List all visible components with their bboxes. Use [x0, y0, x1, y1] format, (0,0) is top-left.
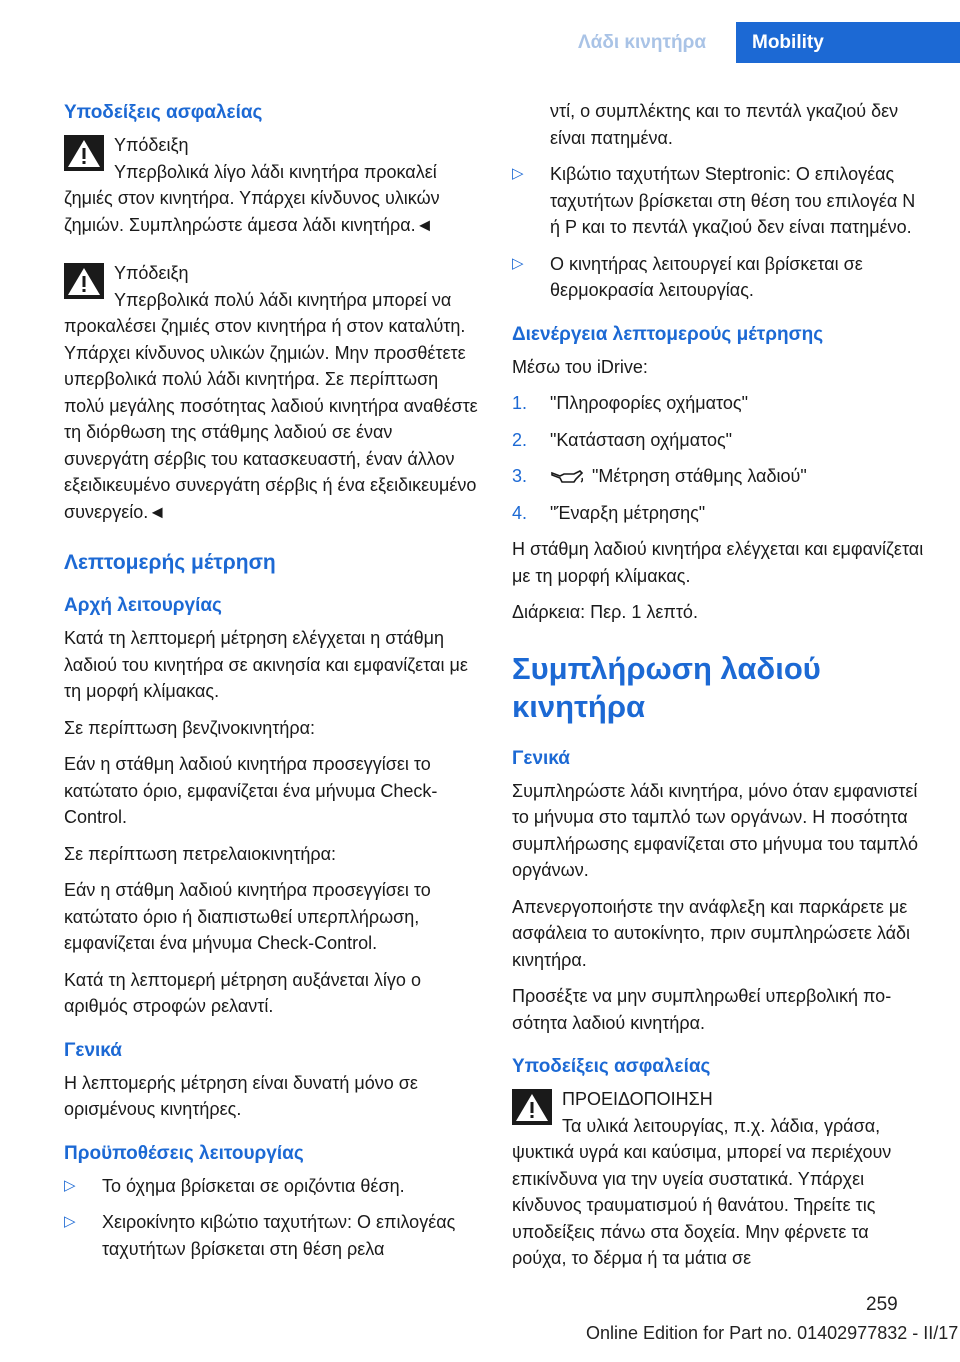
triangle-bullet-icon: ▷	[64, 1176, 76, 1194]
list-item	[512, 500, 928, 527]
warning-body-text: Τα υλικά λειτουργίας, π.χ. λάδια, γράσα, ψυκτικά υγρά και καύσιμα, μπορεί να περιέχουν επικίνδυνα για την υγεία συστατικά. Υπάρχει κίνδυνος τραυματισμού ή θανάτου. Τηρείτε τις υποδείξεις πάνω στα δοχεία. Μην φέρνετε τα ρούχα, το δέρμα ή τα μάτια σε	[512, 1115, 892, 1268]
page-header	[0, 22, 960, 63]
right-column	[512, 98, 928, 1286]
list-item	[512, 390, 928, 417]
general-text-1: Συμπληρώστε λάδι κινητήρα, μόνο όταν εμφανιστεί το μήνυμα στο ταμπλό των οργάνων. Η ποσότητα συμπλήρωσης εμφανίζεται στο μήνυμα του ταμπλό οργάνων.	[512, 780, 919, 880]
general-heading: Γενικά	[512, 747, 570, 769]
safety-heading: Υποδείξεις ασφαλείας	[512, 1056, 711, 1077]
step-text: "Έναρξη μέτρησης"	[550, 502, 706, 523]
diesel-text: Εάν η στάθμη λαδιού κινητήρα προσεγγίσει το κατώτατο όριο ή διαπιστωθεί υπερπλήρωση, εμφανίζεται ένα μήνυμα Check-Control.	[64, 880, 431, 953]
general-text-3: Προσέξτε να μην συμπληρωθεί υπερβολική ποσότητα λαδιού κινητήρα.	[512, 986, 892, 1033]
prerequisites-list-cont	[512, 161, 928, 304]
principle-text: Κατά τη λεπτομερή μέτρηση ελέγχεται η στάθμη λαδιού του κινητήρα σε ακινησία και εμφανίζεται με τη μορφή κλίμακας.	[64, 628, 468, 701]
step-number: 3.	[512, 466, 528, 486]
step-number: 4.	[512, 502, 528, 523]
step-text: "Κατάσταση οχήματος"	[550, 429, 733, 450]
general-heading: Γενικά	[64, 1039, 122, 1061]
triangle-bullet-icon: ▷	[512, 165, 524, 182]
prerequisites-list	[64, 1173, 478, 1263]
step-number: 2.	[512, 429, 528, 450]
duration-text: Διάρκεια: Περ. 1 λεπτό.	[512, 602, 698, 622]
warning-note-3	[512, 1086, 928, 1272]
diesel-intro: Σε περίπτωση πετρελαιοκινητήρα:	[64, 843, 337, 864]
prereq-continuation: ντί, ο συμπλέκτης και το πεντάλ γκαζιού δεν είναι πατημένα.	[550, 101, 899, 148]
list-item	[512, 161, 928, 241]
petrol-text: Εάν η στάθμη λαδιού κινητήρα προσεγγίσει το κατώτατο όριο, εμφανίζεται ένα μήνυμα Check-Control.	[64, 754, 438, 827]
steps-list	[512, 390, 928, 526]
perform-measurement-heading: Διενέργεια λεπτομερούς μέτρησης	[512, 323, 824, 345]
triangle-bullet-icon: ▷	[64, 1213, 76, 1230]
list-item	[512, 463, 928, 490]
page-number: 259	[866, 1294, 898, 1315]
warning-body	[64, 287, 478, 526]
warning-triangle-icon	[64, 263, 104, 299]
triangle-bullet-icon: ▷	[512, 254, 524, 272]
warning-triangle-icon	[64, 135, 104, 171]
warning-body-text: Υπερβολικά λίγο λάδι κινητήρα προκαλεί ζημιές στον κινητήρα. Υπάρχει κίνδυνος υλικών ζημιών. Συμπληρώστε άμεσα λάδι κινητήρα.◄	[64, 161, 440, 235]
check-text: Η στάθμη λαδιού κινητήρα ελέγχεται και εμφανίζεται με τη μορφή κλίμακας.	[512, 539, 924, 586]
warning-title: Υπόδειξη	[114, 135, 189, 155]
warning-note-2	[64, 260, 478, 525]
list-item	[64, 1173, 478, 1200]
principle-heading: Αρχή λειτουργίας	[64, 595, 222, 616]
edition-footer: Online Edition for Part no. 01402977832 - II/17	[586, 1323, 959, 1343]
safety-heading: Υποδείξεις ασφαλείας	[64, 102, 263, 123]
rpm-text: Κατά τη λεπτομερή μέτρηση αυξάνεται λίγο ο αριθμός στροφών ρελαντί.	[64, 969, 421, 1016]
general-text: Η λεπτομερής μέτρηση είναι δυνατή μόνο σε ορισμένους κινητήρες.	[64, 1072, 418, 1119]
warning-body-text: Υπερβολικά πολύ λάδι κινητήρα μπορεί να προκαλέσει ζημιές στον κινητήρα ή στον καταλύτη. Υπάρχει κίνδυνος υλικών ζημιών. Μην προσθέτετε υπερβολικά πολύ λάδι κινητήρα. Σε περίπτωση πολύ μεγάλης ποσότητας λαδιού κινητήρα αναθέστε τη διόρθωση της στάθμης λαδιού σε έναν συνεργάτη σέρβις του κατασκευαστή, έναν άλλον εξειδικευμένο συνεργάτη σέρβις ή ένα εξειδικευμένο συνεργείο.◄	[64, 289, 478, 522]
list-item-text: Χειροκίνητο κιβώτιο ταχυτήτων: Ο επιλογέας ταχυτήτων βρίσκεται στη θέση ρελα	[102, 1212, 456, 1259]
list-item-text: Ο κινητήρας λειτουργεί και βρίσκεται σε θερμοκρασία λειτουργίας.	[550, 253, 863, 300]
section-tab: Mobility	[736, 22, 960, 63]
warning-title: Υπόδειξη	[114, 263, 189, 283]
list-item	[64, 1209, 478, 1262]
idrive-intro: Μέσω του iDrive:	[512, 356, 648, 377]
warning-title: ΠΡΟΕΙΔΟΠΟΙΗΣΗ	[562, 1089, 713, 1109]
list-item	[512, 251, 928, 304]
step-text: "Πληροφορίες οχήματος"	[550, 393, 748, 413]
chapter-title: Λάδι κινητήρα	[578, 32, 706, 53]
petrol-intro: Σε περίπτωση βενζινοκινητήρα:	[64, 717, 316, 738]
list-item-text: Κιβώτιο ταχυτήτων Steptronic: Ο επιλογέας ταχυτήτων βρίσκεται στη θέση του επιλογέα N ή P και το πεντάλ γκαζιού δεν είναι πατημένο.	[550, 164, 916, 237]
step-text: "Μέτρηση στάθμης λαδιού"	[592, 466, 807, 486]
left-column	[64, 98, 478, 1272]
oil-can-icon	[550, 469, 584, 485]
warning-body	[512, 1113, 928, 1272]
refill-heading: Συμπλήρωση λαδιού κινητήρα	[512, 650, 821, 724]
detail-measurement-heading: Λεπτομερής μέτρηση	[64, 551, 276, 574]
step-number: 1.	[512, 393, 528, 413]
warning-note-1	[64, 132, 478, 238]
list-item	[512, 427, 928, 454]
prerequisites-heading: Προϋποθέσεις λειτουργίας	[64, 1142, 304, 1164]
warning-triangle-icon	[512, 1089, 552, 1125]
list-item-text: Το όχημα βρίσκεται σε οριζόντια θέση.	[102, 1175, 405, 1196]
general-text-2: Απενεργοποιήστε την ανάφλεξη και παρκάρετε με ασφάλεια το αυτοκίνητο, πριν συμπληρώσετε λάδι κινητήρα.	[512, 896, 911, 970]
warning-body	[64, 159, 478, 239]
